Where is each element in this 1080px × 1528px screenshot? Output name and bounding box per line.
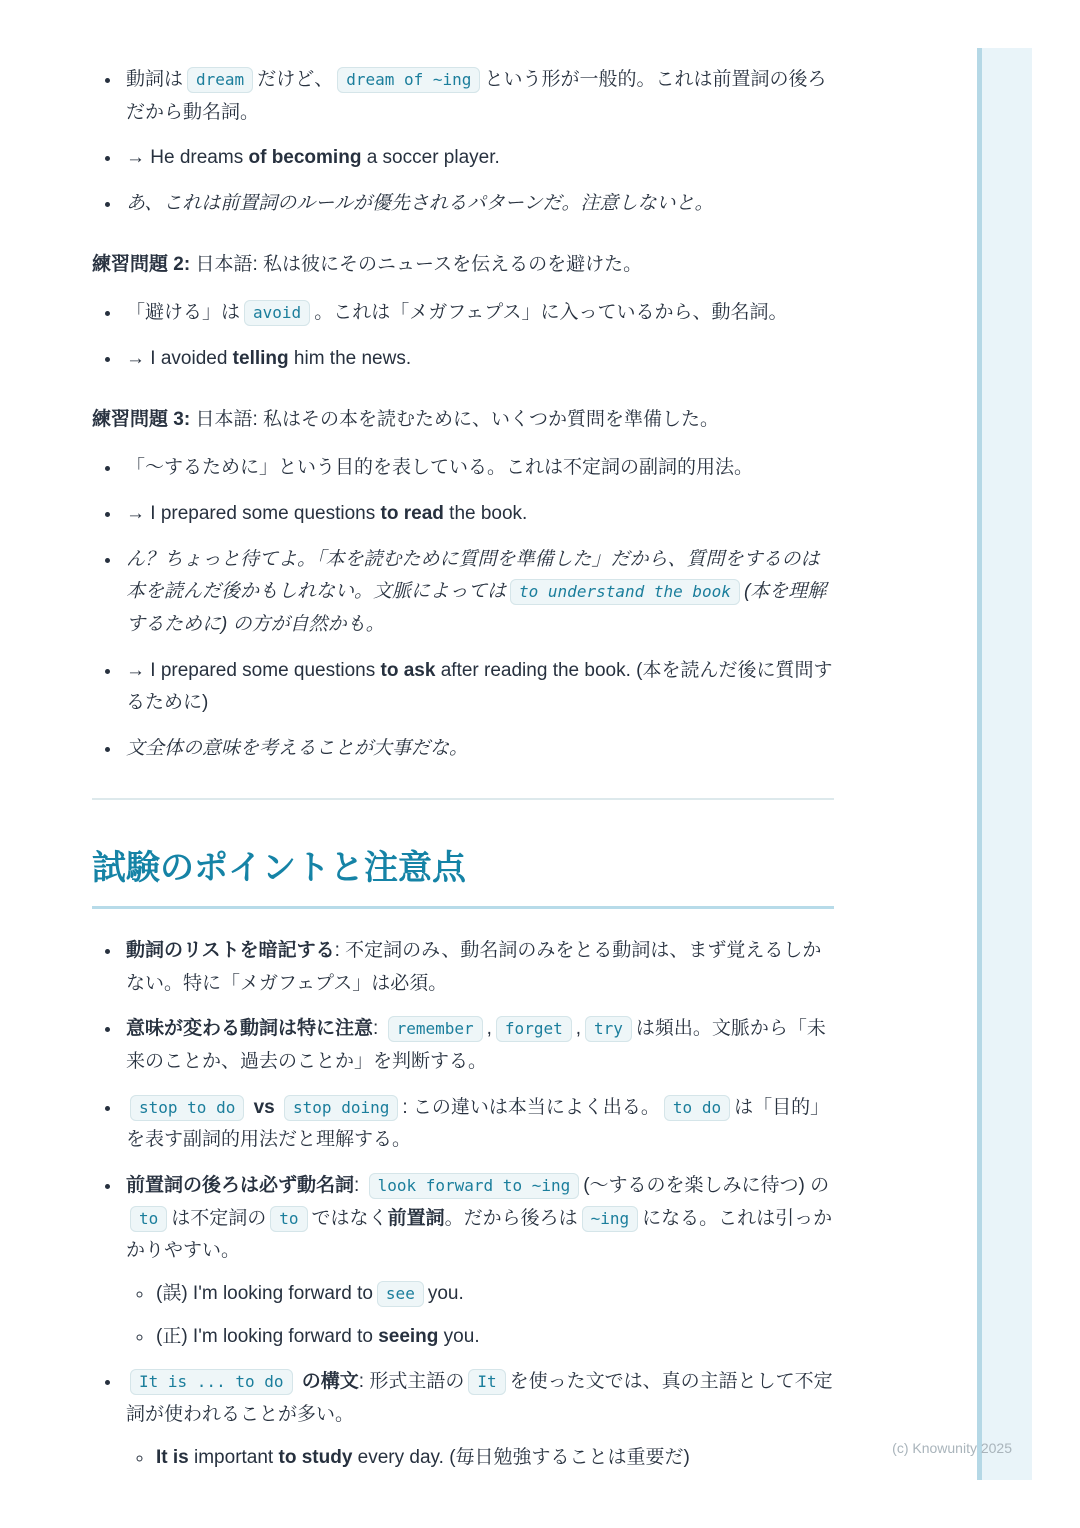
- bullet-item: [122, 544, 834, 642]
- text-run: は「目的」を表す副詞的用法だと理解する。: [126, 1096, 830, 1151]
- text-run: to ask: [380, 659, 436, 681]
- text-run: → I prepared some questions: [126, 503, 381, 525]
- text-run: every day. (毎日勉強することは重要だ): [352, 1446, 690, 1468]
- text-run: あ、これは前置詞のルールが優先されるパターンだ。注意しないと。: [126, 193, 714, 215]
- text-run: は不定詞の: [171, 1207, 267, 1229]
- inline-code-chip: It: [468, 1369, 505, 1395]
- sub-bullet-item: [154, 1321, 834, 1354]
- text-run: the book.: [443, 503, 528, 525]
- text-run: → I avoided: [126, 348, 233, 370]
- bullet-item: [122, 498, 834, 531]
- inline-code-chip: ~ing: [582, 1206, 639, 1232]
- bullet-item: [122, 733, 834, 766]
- text-run: 練習問題 2:: [92, 253, 191, 275]
- text-run: 文全体の意味を考えることが大事だな。: [126, 738, 469, 760]
- inline-code-chip: avoid: [244, 300, 310, 326]
- text-run: → He dreams: [126, 147, 249, 169]
- text-run: to study: [278, 1446, 353, 1468]
- exercise-paragraph: [92, 404, 834, 437]
- bullet-item: [122, 64, 834, 129]
- text-run: you.: [438, 1325, 480, 1347]
- side-strip: [977, 48, 1032, 1480]
- text-run: 「〜するために」という目的を表している。これは不定詞の副詞的用法。: [126, 457, 754, 479]
- text-run: after reading the book. (本を読んだ後に質問するために): [126, 659, 833, 714]
- bullet-item: [122, 1013, 834, 1078]
- text-run: (誤) I'm looking forward to: [156, 1282, 373, 1304]
- text-run: ,: [575, 1018, 581, 1040]
- document-content: [92, 48, 834, 1500]
- text-run: 動詞は: [126, 69, 184, 90]
- sub-bullet-list: [126, 1278, 834, 1353]
- sub-bullet-list: [126, 1442, 834, 1475]
- text-run: 。これは「メガフェプス」に入っているから、動名詞。: [314, 302, 788, 324]
- text-run: (本を理解するために) の方が自然かも。: [126, 581, 827, 636]
- inline-code-chip: see: [377, 1281, 424, 1307]
- inline-code-chip: dream: [187, 67, 253, 93]
- text-run: 。だから後ろは: [444, 1207, 578, 1229]
- inline-code-chip: stop to do: [130, 1095, 244, 1121]
- section-divider: [92, 798, 834, 800]
- sub-bullet-item: [154, 1278, 834, 1311]
- text-run: important: [188, 1446, 279, 1468]
- text-run: : 形式主語の: [358, 1371, 465, 1393]
- text-run: you.: [427, 1282, 464, 1304]
- text-run: (正) I'm looking forward to: [156, 1325, 379, 1347]
- text-run: 動詞のリストを暗記する: [126, 939, 335, 961]
- inline-code-chip: to: [270, 1206, 307, 1232]
- inline-code-chip: to: [130, 1206, 167, 1232]
- bullet-list: [92, 935, 834, 1474]
- text-run: : この違いは本当によく出る。: [402, 1096, 660, 1118]
- inline-code-chip: try: [585, 1016, 632, 1042]
- text-run: (〜するのを楽しみに待つ) の: [583, 1174, 830, 1196]
- text-run: : 不定詞のみ、動名詞のみをとる動詞は、まず覚えるしかない。特に「メガフェプス」は必須。: [126, 939, 822, 994]
- inline-code-chip: to do: [664, 1095, 730, 1121]
- bullet-item: [122, 343, 834, 376]
- bullet-item: [122, 142, 834, 175]
- text-run: 「避ける」は: [126, 302, 241, 324]
- bullet-item: [122, 1170, 834, 1353]
- text-run: は頻出。文脈から「未来のことか、過去のことか」を判断する。: [126, 1018, 826, 1072]
- text-run: him the news.: [288, 348, 412, 370]
- bullet-item: [122, 452, 834, 485]
- text-run: :: [354, 1174, 365, 1196]
- sub-bullet-item: [154, 1442, 834, 1475]
- text-run: telling: [232, 348, 289, 370]
- text-run: 日本語: 私はその本を読むために、いくつか質問を準備した。: [190, 408, 720, 430]
- text-run: ,: [486, 1018, 492, 1040]
- text-run: It is: [156, 1446, 189, 1468]
- text-run: だけど、: [257, 69, 334, 90]
- text-run: to read: [380, 503, 444, 525]
- bullet-item: [122, 1092, 834, 1157]
- inline-code-chip: forget: [496, 1016, 572, 1042]
- inline-code-chip: remember: [388, 1016, 483, 1042]
- text-run: の構文: [301, 1371, 359, 1393]
- text-run: 前置詞: [387, 1207, 445, 1229]
- text-run: 意味が変わる動詞は特に注意: [126, 1018, 374, 1040]
- text-run: ではなく: [311, 1207, 388, 1229]
- bullet-item: [122, 1366, 834, 1474]
- bullet-item: [122, 935, 834, 1000]
- text-run: になる。これは引っかかりやすい。: [126, 1207, 833, 1262]
- bullet-list: [92, 297, 834, 375]
- bullet-item: [122, 655, 834, 720]
- inline-code-chip: dream of ~ing: [337, 67, 480, 93]
- text-run: 前置詞の後ろは必ず動名詞: [126, 1174, 355, 1196]
- text-run: という形が一般的。これは前置詞の後ろだから動名詞。: [126, 69, 827, 123]
- section-heading: 試験のポイントと注意点: [92, 846, 834, 909]
- bullet-item: [122, 188, 834, 221]
- inline-code-chip: look forward to ~ing: [369, 1173, 580, 1199]
- text-run: of becoming: [248, 147, 362, 169]
- text-run: [275, 1097, 280, 1118]
- inline-code-chip: to understand the book: [510, 579, 740, 605]
- bullet-item: [122, 297, 834, 330]
- exercise-paragraph: [92, 249, 834, 282]
- text-run: vs: [253, 1096, 275, 1118]
- text-run: seeing: [378, 1325, 439, 1347]
- text-run: を使った文では、真の主語として不定詞が使われることが多い。: [126, 1371, 833, 1425]
- text-run: → I prepared some questions: [126, 659, 381, 681]
- text-run: a soccer player.: [361, 147, 500, 169]
- bullet-list: [92, 452, 834, 765]
- text-run: ん？ちょっと待てよ。「本を読むために質問を準備した」だから、質問をするのは本を読んだ後かもしれない。文脈によっては: [126, 548, 820, 603]
- inline-code-chip: stop doing: [284, 1095, 398, 1121]
- text-run: 練習問題 3:: [92, 408, 191, 430]
- text-run: 日本語: 私は彼にそのニュースを伝えるのを避けた。: [190, 253, 643, 275]
- watermark: (c) Knowunity 2025: [892, 1440, 1012, 1456]
- text-run: :: [373, 1018, 384, 1040]
- inline-code-chip: It is ... to do: [130, 1369, 293, 1395]
- bullet-list: [92, 64, 834, 221]
